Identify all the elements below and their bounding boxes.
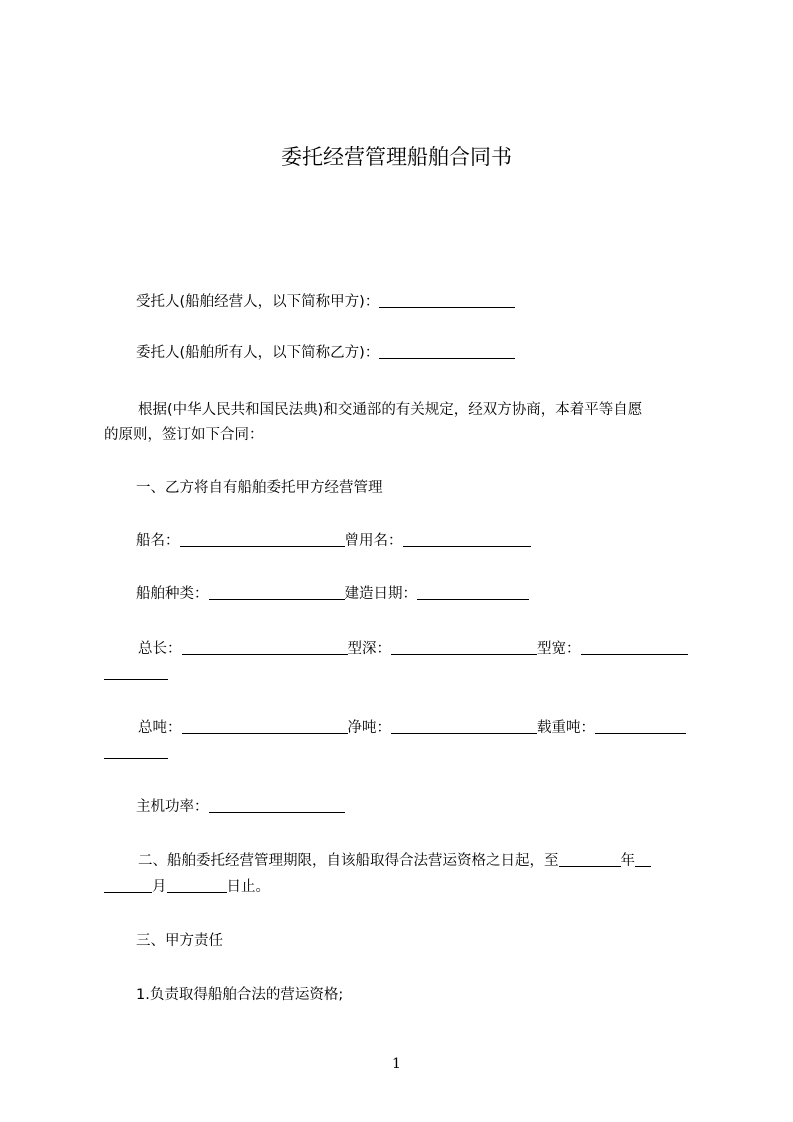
section2-line-1 (104, 851, 702, 871)
ship-name-label: 船名： (136, 533, 180, 549)
depth-label: 型深： (347, 641, 391, 657)
dimensions-line-cont (104, 664, 702, 684)
deadweight-field[interactable] (595, 718, 686, 734)
deadweight-field-cont[interactable] (104, 743, 168, 759)
net-tonnage-field[interactable] (391, 718, 537, 734)
length-field[interactable] (182, 639, 348, 655)
day-end-label: 日止。 (226, 879, 270, 895)
build-date-field[interactable] (417, 584, 529, 600)
dimensions-line (104, 639, 702, 659)
breadth-field[interactable] (581, 639, 688, 655)
ship-type-field[interactable] (209, 584, 345, 600)
breadth-field-cont[interactable] (104, 664, 168, 680)
ship-type-label: 船舶种类： (136, 586, 209, 602)
entrusted-party-label: 受托人(船舶经营人，以下简称甲方)： (136, 294, 380, 310)
build-date-label: 建造日期： (344, 586, 417, 602)
ship-name-line (104, 531, 702, 551)
former-name-label: 曾用名： (344, 533, 403, 549)
engine-power-line (104, 797, 702, 817)
engine-power-label: 主机功率： (136, 799, 209, 815)
entruster-party-line (104, 343, 702, 363)
length-label: 总长： (138, 641, 182, 657)
end-month-field-start[interactable] (635, 851, 651, 867)
preamble-line-2: 的原则，签订如下合同： (104, 427, 264, 443)
ship-name-field[interactable] (180, 531, 345, 547)
section3-heading: 三、甲方责任 (136, 933, 223, 949)
net-tonnage-label: 净吨： (347, 720, 391, 736)
entruster-party-label: 委托人(船舶所有人，以下简称乙方)： (136, 345, 380, 361)
entrusted-party-field[interactable] (379, 292, 515, 308)
end-year-field[interactable] (559, 851, 621, 867)
gross-tonnage-field[interactable] (182, 718, 348, 734)
section3-item1: 1.负责取得船舶合法的营运资格; (136, 987, 344, 1003)
entrusted-party-line (104, 292, 702, 312)
former-name-field[interactable] (403, 531, 531, 547)
end-day-field[interactable] (167, 877, 227, 893)
gross-tonnage-label: 总吨： (138, 720, 182, 736)
year-label: 年 (620, 853, 635, 869)
ship-type-line (104, 584, 702, 604)
preamble-line-1: 根据(中华人民共和国民法典)和交通部的有关规定，经双方协商，本着平等自愿 (138, 402, 643, 418)
page-number: 1 (392, 1056, 401, 1072)
breadth-label: 型宽： (537, 641, 581, 657)
section1-heading: 一、乙方将自有船舶委托甲方经营管理 (136, 480, 383, 496)
deadweight-label: 载重吨： (537, 720, 595, 736)
month-label: 月 (152, 879, 167, 895)
tonnage-line (104, 718, 702, 738)
section2-line-2 (104, 877, 702, 897)
section2-text: 二、船舶委托经营管理期限，自该船取得合法营运资格之日起，至 (138, 853, 559, 869)
depth-field[interactable] (391, 639, 537, 655)
entruster-party-field[interactable] (379, 343, 515, 359)
engine-power-field[interactable] (209, 797, 345, 813)
tonnage-line-cont (104, 743, 702, 763)
document-title: 委托经营管理船舶合同书 (281, 145, 512, 169)
end-month-field[interactable] (104, 877, 152, 893)
